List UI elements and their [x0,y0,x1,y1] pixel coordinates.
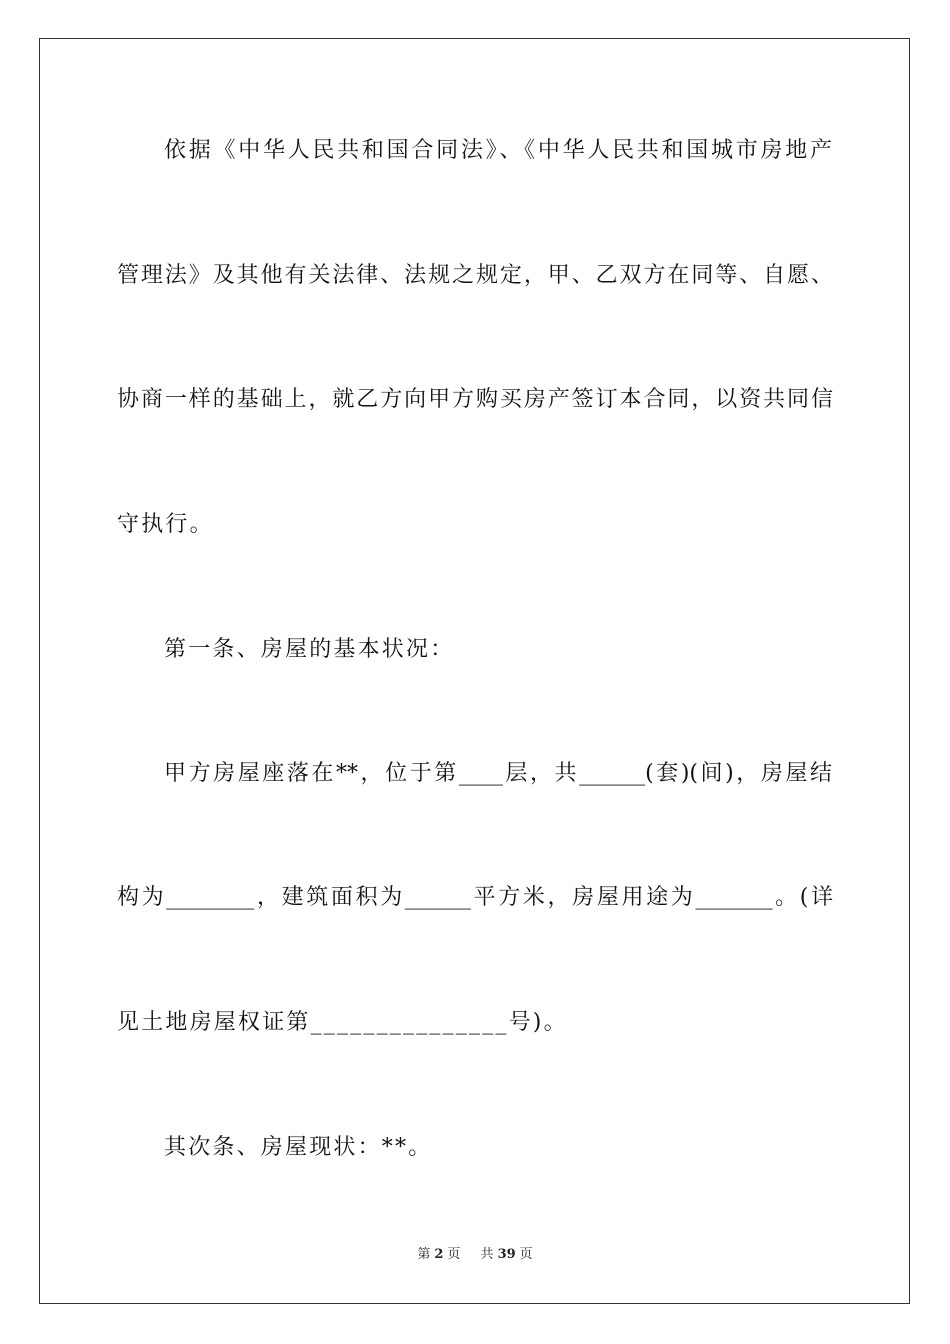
total-prefix: 共 [480,1247,494,1262]
page-prefix: 第 [417,1247,431,1262]
current-page: 2 [434,1247,444,1262]
article-1-heading: 第一条、房屋的基本状况： [164,637,455,662]
article-1-line-2: 构为________，建筑面积为______平方米，房屋用途为_______。(详 [117,885,833,910]
paragraph-1-line-3: 协商一样的基础上，就乙方向甲方购买房产签订本合同，以资共同信 [117,387,833,412]
article-1-line-3: 见土地房屋权证第_______________号)。 [117,1010,568,1035]
page-border [39,38,910,1304]
paragraph-1-line-4: 守执行。 [117,512,214,537]
paragraph-1-line-2: 管理法》及其他有关法律、法规之规定，甲、乙双方在同等、自愿、 [117,263,833,288]
page-footer [0,1246,950,1264]
article-1-line-1: 甲方房屋座落在**，位于第____层，共______(套)(间)，房屋结 [164,761,832,786]
page-total [477,1247,537,1262]
paragraph-1-line-1: 依据《中华人民共和国合同法》、《中华人民共和国城市房地产 [164,138,832,163]
article-2-heading: 其次条、房屋现状：**。 [164,1135,433,1160]
page-suffix: 页 [447,1247,461,1262]
total-suffix: 页 [519,1247,533,1262]
total-pages: 39 [497,1247,516,1262]
page-number [413,1247,464,1262]
